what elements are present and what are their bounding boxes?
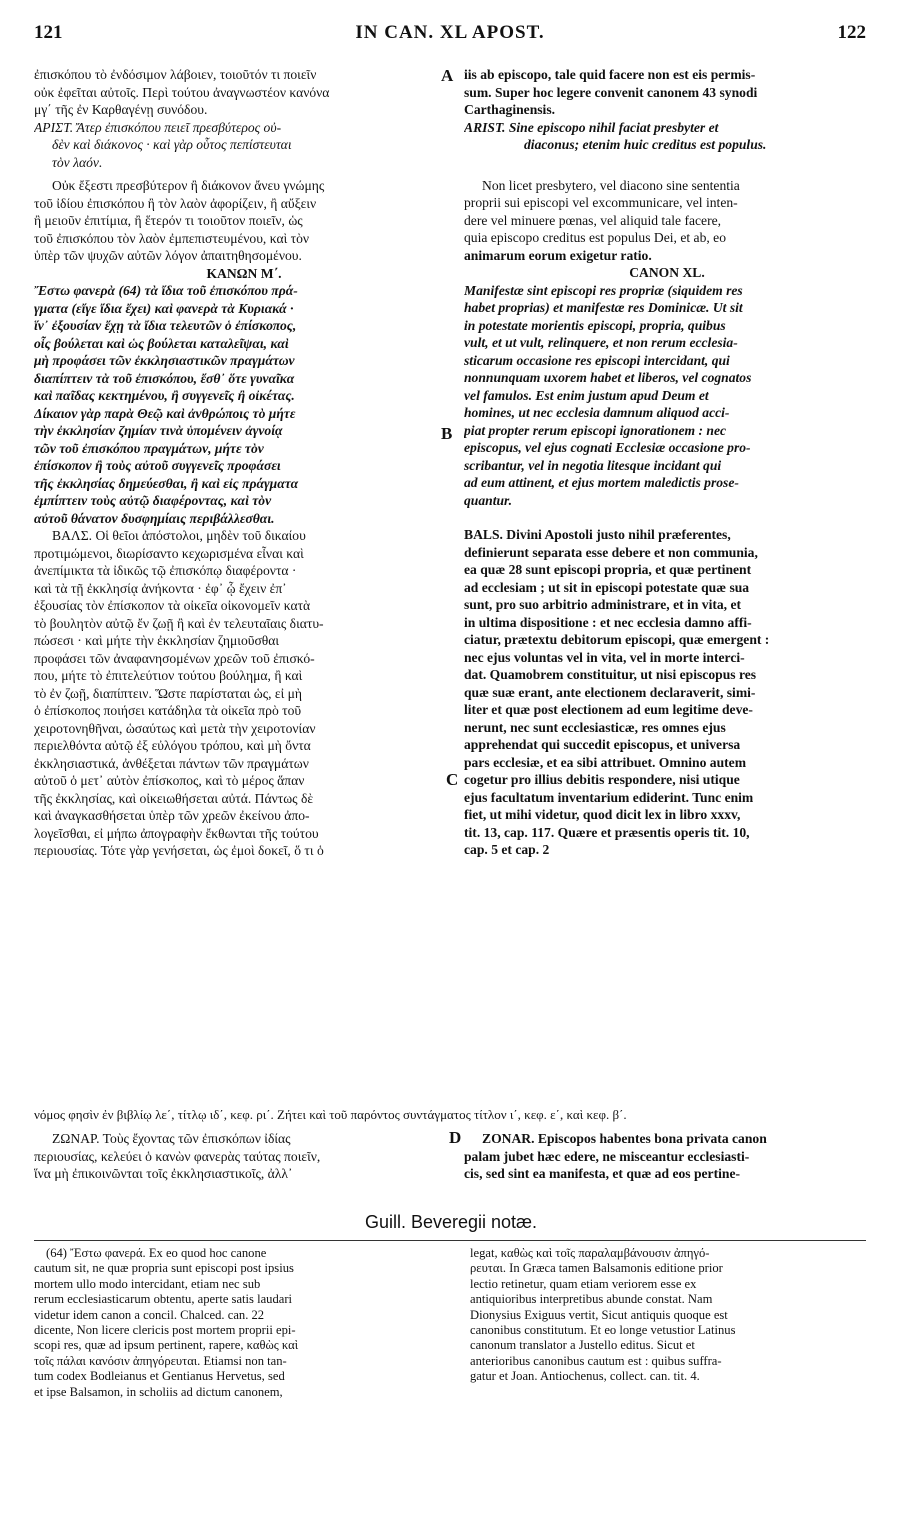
- notes-left-column: [34, 1246, 450, 1400]
- text-line: legat, καθὼς καὶ τοῖς παραλαμβάνουσιν ἀπηγό-: [470, 1246, 710, 1260]
- text-line: ΒΑΛΣ. Οἱ θεῖοι ἀπόστολοι, μηδὲν τοῦ δικαίου: [52, 528, 306, 543]
- text-line: ἵν᾽ ἐξουσίαν ἔχῃ τὰ ἴδια τελευτῶν ὁ ἐπίσκοπος,: [34, 318, 297, 333]
- text-line: vel famulos. Est enim justum apud Deum et: [464, 387, 709, 403]
- margin-letter-c: C: [446, 770, 459, 789]
- text-line: canonibus constitutum. Et eo longe vetustior Latinus: [470, 1323, 736, 1338]
- text-line: ad eum attinent, et ejus mortem maledictis prose-: [464, 475, 739, 490]
- text-line: cap. 5 et cap. 2: [464, 842, 550, 857]
- text-line: cis, sed sint ea manifesta, et quæ ad eos pertine-: [464, 1166, 741, 1181]
- text-line: νόμος φησὶν ἐν βιβλίῳ λε΄, τίτλῳ ιδ΄, κεφ. ρι΄. Ζήτει καὶ τοῦ παρόντος συντάγματος τίτλον ι΄, κεφ. ε΄, καὶ κεφ. β΄.: [34, 1107, 627, 1122]
- full-width-line: [34, 1106, 874, 1124]
- canon-heading-greek: ΚΑΝΩΝ Μ΄.: [206, 265, 282, 281]
- text-line: ἀνεπίμικτα τὰ ἰδικῶς τῷ ἐπισκόπῳ διαφέροντα ·: [34, 563, 297, 578]
- text-line: τῆς ἐκκλησίας δημεύεσθαι, ἢ καὶ εἰς πράγματα: [34, 475, 299, 491]
- text-line: quæ suæ erant, ante electionem declaraverit, simi-: [464, 684, 756, 700]
- text-line: μὴ προφάσει τῶν ἐκκλησιαστικῶν πραγμάτων: [34, 353, 295, 368]
- page-number-right: 122: [837, 22, 866, 43]
- text-line: Manifestæ sint episcopi res propriæ (siquidem res: [464, 282, 743, 298]
- text-line: vult, et ut vult, relinquere, et non rerum ecclesia-: [464, 335, 738, 350]
- latin-paragraph: [464, 177, 870, 265]
- text-line: ad ecclesiam ; ut sit in episcopi potestate quæ sua: [464, 579, 750, 595]
- text-line: τῶν τοῦ ἐπισκόπου πραγμάτων, μήτε τὸν: [34, 440, 264, 456]
- text-line: scopi res, quæ ad ipsum pertinent, rapere, καθὼς καὶ: [34, 1338, 299, 1353]
- text-line: ὑπὲρ τῶν ψυχῶν αὐτῶν λόγον ἀπαιτηθησομένου.: [34, 248, 302, 263]
- page-number-left: 121: [34, 22, 63, 43]
- text-line: μγ΄ τῆς ἐν Καρθαγένῃ συνόδου.: [34, 102, 208, 117]
- text-line: dicente, Non licere clericis post mortem proprii epi-: [34, 1323, 296, 1338]
- text-line: definierunt separata esse debere et non communia,: [464, 544, 758, 560]
- text-line: δὲν καὶ διάκονος · καὶ γὰρ οὗτος πεπίστευται: [52, 137, 292, 152]
- margin-letter-d: D: [449, 1128, 462, 1147]
- text-line: antiquioribus interpretibus abunde constat. Nam: [470, 1292, 713, 1307]
- text-line: canonum translator a Justello editus. Sicut et: [470, 1338, 695, 1353]
- text-line: quia episcopo creditus est populus Dei, et ab, eo: [464, 230, 726, 245]
- text-line: διαπίπτειν τὰ τοῦ ἐπισκόπου, ἔσθ᾽ ὅτε γυναῖκα: [34, 370, 295, 386]
- text-line: in potestate morientis episcopi, propria, quibus: [464, 317, 726, 333]
- text-line: αὐτοῦ ὁ μετ᾽ αὐτὸν ἐπίσκοπος, καὶ τὸ μέρος ἅπαν: [34, 773, 305, 788]
- text-line: iis ab episcopo, tale quid facere non est eis permis-: [464, 67, 756, 82]
- text-line: tum codex Bodleianus et Gentianus Hervetus, sed: [34, 1369, 285, 1384]
- text-line: lectio retinetur, quam etiam veriorem esse ex: [470, 1276, 697, 1291]
- text-line: cogetur pro illius debitis respondere, nisi utique: [464, 772, 740, 787]
- text-line: rerum ecclesiasticarum obtentu, aperte satis laudari: [34, 1292, 293, 1307]
- text-line: τὸν λαόν.: [52, 154, 103, 170]
- text-line: pars ecclesiæ, et ea sibi attribuet. Omnino autem: [464, 754, 747, 770]
- latin-canon-text: [464, 282, 870, 510]
- text-line: πώσεσι · καὶ μήτε τὴν ἐκκλησίαν ζημιοῦσθαι: [34, 633, 280, 648]
- text-line: diaconus; etenim huic creditus est populus.: [524, 137, 767, 152]
- text-line: ἐκκλησιαστικά, ἀνθέξεται πάντων τῶν πραγμάτων: [34, 755, 309, 771]
- text-line: χειροτονηθῆναι, ὡσαύτως καὶ μετὰ τὴν χειροτονίαν: [34, 720, 316, 736]
- text-line: fiet, ut mihi videtur, quod dicit lex in libro xxxv,: [464, 807, 741, 822]
- text-line: που, μήτε τὸ ἐπιτελεύτιον τούτου βούλημα, ἢ καὶ: [34, 668, 303, 683]
- canon-heading-latin: CANON XL.: [629, 265, 705, 280]
- text-line: piat propter rerum episcopi ignorationem : nec: [464, 422, 727, 438]
- text-line: ZONAR. Episcopos habentes bona privata canon: [482, 1131, 767, 1146]
- text-line: Οὐκ ἔξεστι πρεσβύτερον ἢ διάκονον ἄνευ γνώμης: [52, 178, 325, 193]
- text-line: τοῦ ἰδίου ἐπισκόπου ἢ τὸν λαὸν ἀφορίζειν, ἢ αὔξειν: [34, 195, 317, 211]
- text-line: nerunt, nec sunt ecclesiasticæ, res omnes ejus: [464, 719, 726, 735]
- text-line: sticarum occasione res episcopi intercidant, qui: [464, 352, 730, 368]
- text-line: sunt, pro suo arbitrio administrare, et in vita, et: [464, 597, 742, 612]
- text-line: apprehendat qui succedit episcopus, et universa: [464, 737, 741, 752]
- greek-arist: [34, 119, 454, 172]
- text-line: τὸ βουλητὸν αὐτῷ ἔν ζωῇ ἢ καὶ ἐν τελευταῖαις διατυ-: [34, 615, 324, 631]
- text-line: ἐπίσκοπον ἢ τοὺς αὐτοῦ συγγενεῖς προφάσει: [34, 458, 281, 473]
- text-line: nec ejus voluntas vel in vita, vel in morte interci-: [464, 649, 745, 665]
- text-line: τὴν ἐκκλησίαν ζημίαν τινὰ ὑπομένειν ἀγνοίᾳ: [34, 423, 283, 438]
- text-line: homines, ut nec ecclesia damnum aliquod acci-: [464, 405, 730, 420]
- text-line: ΑΡΙΣΤ. Ἄτερ ἐπισκόπου πειεῖ πρεσβύτερος οὐ-: [34, 119, 282, 135]
- text-line: ea quæ 28 sunt episcopi propria, et quæ pertinent: [464, 562, 752, 577]
- text-line: ciatur, prætextu debitorum episcopi, quæ emergent :: [464, 632, 770, 647]
- text-line: προφάσει τῶν ἀναφανησομένων χρεῶν τοῦ ἐπισκό-: [34, 650, 315, 666]
- text-line: quantur.: [464, 492, 512, 508]
- text-line: τοῦ ἐπισκόπου τὸν λαὸν ἐμπεπιστευμένου, καὶ τὸν: [34, 230, 310, 246]
- text-line: palam jubet hæc edere, ne misceantur ecclesiasti-: [464, 1148, 750, 1164]
- text-line: anterioribus canonibus cautum est : quibus suffra-: [470, 1353, 722, 1368]
- text-line: sum. Super hoc legere convenit canonem 43 synodi: [464, 84, 758, 100]
- latin-intro: [464, 66, 870, 119]
- text-line: videtur idem canon a concil. Chalced. can. 22: [34, 1307, 265, 1322]
- text-line: dat. Quamobrem constituitur, ut nisi episcopus res: [464, 667, 757, 682]
- text-line: mortem ullo modo intercidant, etiam nec sub: [34, 1276, 261, 1291]
- text-line: τοῖς πάλαι κανόσιν ἀπηγόρευται. Etiamsi non tan-: [34, 1353, 287, 1368]
- text-line: τῆς ἐκκλησίας, καὶ οἰκειωθήσεται αὐτά. Πάντως δὲ: [34, 790, 314, 806]
- text-line: προτιμώμενοι, διωρίσαντο κεχωρισμένα εἶναι καὶ: [34, 545, 304, 561]
- text-line: οἷς βούλεται καὶ ὡς βούλεται καταλεῖψαι, καὶ: [34, 335, 289, 351]
- notes-title: Guill. Beveregii notæ.: [364, 1212, 538, 1232]
- margin-letter-b: B: [441, 424, 453, 443]
- text-line: ἵνα μὴ ἐπικοινῶνται τοῖς ἐκκλησιαστικοῖς, ἀλλ᾽: [34, 1166, 293, 1181]
- text-line: dere vel minuere pœnas, vel aliquid tale facere,: [464, 212, 722, 228]
- text-line: ἢ μειοῦν ἐπιτίμια, ἢ ἕτερόν τι τοιοῦτον ποιεῖν, ὡς: [34, 213, 303, 228]
- text-line: ἐμπίπτειν τοὺς αὐτῷ διαφέροντας, καὶ τὸν: [34, 493, 272, 508]
- greek-canon-text: [34, 282, 454, 527]
- text-line: BALS. Divini Apostoli justo nihil præferentes,: [464, 527, 731, 542]
- greek-column: [34, 66, 454, 860]
- text-line: καὶ τὰ τῇ ἐκκλησίᾳ ἀνήκοντα · ἐφ᾽ ᾧ ἔχειν ἐπ᾽: [34, 580, 287, 596]
- text-line: ARIST. Sine episcopo nihil faciat presbyter et: [464, 119, 719, 135]
- text-line: et ipse Balsamon, in scholiis ad dictum canonem,: [34, 1384, 283, 1399]
- text-line: καὶ ἀναγκασθήσεται ὑπὲρ τῶν χρεῶν ἐκείνου ἀπο-: [34, 808, 310, 823]
- text-line: Carthaginensis.: [464, 102, 556, 117]
- text-line: γματα (εἴγε ἴδια ἔχει) καὶ φανερὰ τὰ Κυριακά ·: [34, 300, 294, 316]
- text-line: ΖΩΝΑΡ. Τοὺς ἔχοντας τῶν ἐπισκόπων ἰδίας: [52, 1131, 291, 1146]
- text-line: αὐτοῦ θάνατον δυσφημίαις περιβάλλεσθαι.: [34, 510, 275, 526]
- greek-vals: [34, 527, 454, 860]
- notes-right-column: [470, 1246, 870, 1385]
- text-line: ἐξουσίας τὸν ἐπίσκοπον τὰ οἰκεῖα οἰκονομεῖν κατὰ: [34, 598, 311, 613]
- text-line: οὐκ ἐφεῖται αὐτοῖς. Περὶ τούτου ἀναγνωστέον κανόνα: [34, 84, 330, 100]
- text-line: περιουσίας, κελεύει ὁ κανὼν φανερὰς ταύτας ποιεῖν,: [34, 1148, 321, 1164]
- text-line: ejus facultatum inventarium ediderint. Tunc enim: [464, 789, 754, 805]
- latin-column: [464, 66, 870, 859]
- text-line: liter et quæ post electionem ad eum legitime deve-: [464, 702, 753, 717]
- text-line: ρευται. In Græca tamen Balsamonis editione prior: [470, 1261, 723, 1276]
- running-title: IN CAN. XL APOST.: [355, 22, 545, 43]
- text-line: Dionysius Exiguus vertit, Sicut antiquis quoque est: [470, 1307, 728, 1322]
- text-line: καὶ παῖδας κεκτημένου, ἢ συγγενεῖς ἢ οἰκέτας.: [34, 388, 295, 403]
- text-line: cautum sit, ne quæ propria sunt episcopi post ipsius: [34, 1261, 294, 1276]
- latin-zonar: [464, 1130, 870, 1183]
- latin-arist: [464, 119, 870, 154]
- text-line: περιελθόντα αὐτῷ ἐξ εὐλόγου τρόπου, καὶ μὴ ὄντα: [34, 738, 311, 753]
- text-line: tit. 13, cap. 117. Quære et præsentis operis tit. 10,: [464, 824, 750, 840]
- margin-letter-a: A: [441, 66, 454, 85]
- text-line: Δίκαιον γὰρ παρὰ Θεῷ καὶ ἀνθρώποις τὸ μήτε: [34, 405, 296, 421]
- text-line: nonnunquam uxorem habet et liberos, vel cognatos: [464, 370, 752, 385]
- text-line: episcopus, vel ejus cognati Ecclesiæ occasione pro-: [464, 440, 751, 455]
- text-line: λογεῖσθαι, εἰ μήπω ἀπογραφὴν ἔκθωνται τῆς τούτου: [34, 825, 319, 841]
- text-line: proprii sui episcopi vel excommunicare, vel inten-: [464, 195, 738, 210]
- text-line: περιουσίας. Τότε γὰρ γενήσεται, ὡς ἐμοὶ δοκεῖ, ὅ τι ὁ: [34, 843, 324, 858]
- greek-intro: [34, 66, 454, 119]
- text-line: habet proprias) et manifestæ res Dominicæ. Ut sit: [464, 300, 743, 315]
- text-line: animarum eorum exigetur ratio.: [464, 247, 652, 263]
- text-line: gatur et Joan. Antiochenus, collect. can. tit. 4.: [470, 1369, 700, 1384]
- text-line: Ἔστω φανερὰ (64) τὰ ἴδια τοῦ ἐπισκόπου πρά-: [34, 283, 298, 298]
- text-line: τὸ ἐν ζωῇ, διαπίπτειν. Ὥστε παρίσταται ὡς, εἰ μὴ: [34, 685, 303, 701]
- text-line: ὁ ἐπίσκοπος ποιήσει κατάδηλα τὰ οἰκεῖα πρὸ τοῦ: [34, 703, 302, 718]
- text-line: in ultima dispositione : et nec ecclesia damno affi-: [464, 614, 752, 630]
- greek-paragraph: [34, 177, 454, 265]
- running-header: [34, 22, 866, 52]
- text-line: Non licet presbytero, vel diacono sine sententia: [482, 177, 740, 193]
- greek-zonar: [34, 1130, 454, 1183]
- text-line: (64) Ἔστω φανερά. Ex eo quod hoc canone: [46, 1246, 267, 1260]
- text-line: ἐπισκόπου τὸ ἐνδόσιμον λάβοιεν, τοιοῦτόν τι ποιεῖν: [34, 67, 317, 82]
- text-line: scribantur, vel in negotia litesque incidant qui: [464, 457, 722, 473]
- latin-vals: [464, 526, 870, 859]
- notes-divider: [34, 1240, 866, 1241]
